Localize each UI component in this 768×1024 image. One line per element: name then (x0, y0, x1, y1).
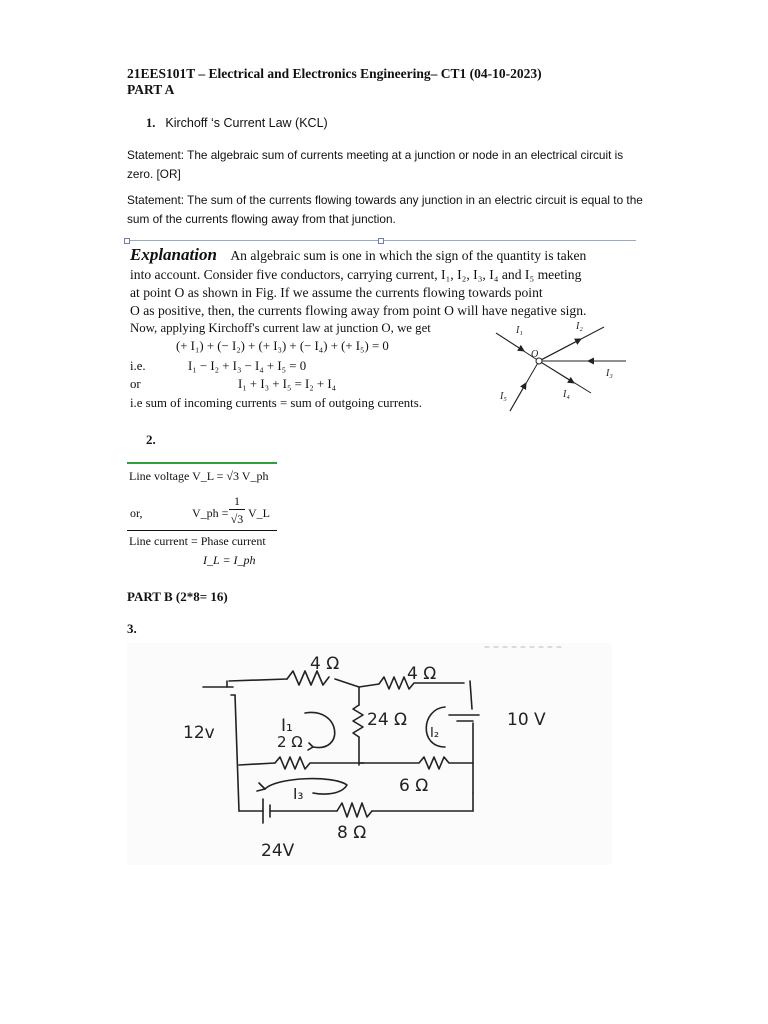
label-i1: I₁ (281, 716, 293, 736)
label-r-8: 8 Ω (337, 823, 367, 843)
label-r-top-left: 4 Ω (310, 654, 340, 674)
label-i3: I₃ (293, 785, 304, 803)
explanation-line-1: An algebraic sum is one in which the sign of the quantity is taken (230, 248, 587, 263)
label-r-24: 24 Ω (367, 710, 408, 730)
circuit-diagram (127, 643, 612, 865)
label-o: O (531, 349, 539, 360)
kcl-statement-2: Statement: The sum of the currents flowing towards any junction in an electric circuit is equal to the sum of the currents flowing away from that junction. (127, 193, 643, 226)
explanation-line-2: into account. Consider five conductors, carrying current, I₁, I₂, I₃, I₄ and I₅ meeting (130, 267, 582, 282)
label-v-left: 12v (183, 723, 215, 743)
label-r-top-right: 4 Ω (407, 664, 437, 684)
vph-denominator: √3 (230, 512, 244, 526)
mesh-i1-arrowhead (308, 743, 313, 750)
wire-right-upper (470, 681, 472, 709)
part-a-heading: PART A (127, 82, 175, 97)
label-i2: I₂ (430, 726, 440, 741)
or-label: or (130, 377, 141, 391)
q3-number: 3. (127, 621, 137, 636)
resistor-6ohm (359, 757, 473, 769)
current-i5-arrow (510, 383, 526, 411)
q1-title: Kirchoff ‘s Current Law (KCL) (165, 116, 328, 130)
vph-rhs: V_L (248, 506, 270, 520)
label-i4: I₄ (563, 389, 570, 400)
kcl-statement-1: Statement: The algebraic sum of currents meeting at a junction or node in an electrical circuit is zero. [OR] (127, 148, 624, 181)
label-v-bottom: 24V (261, 841, 295, 861)
q1-heading (146, 116, 328, 131)
current-i4-arrow (539, 361, 574, 383)
label-i1: I₁ (516, 325, 523, 336)
current-i2-arrow (539, 339, 581, 361)
resize-handle-center (378, 238, 384, 244)
resistor-2ohm (275, 757, 364, 769)
mesh-i3-arrowhead (257, 783, 265, 791)
mesh-i1-loop (305, 712, 335, 747)
wire-top-mid (335, 679, 359, 687)
kcl-conclusion: i.e sum of incoming currents = sum of outgoing currents. (130, 396, 422, 410)
document-header (127, 66, 542, 98)
part-b-heading: PART B (2*8= 16) (127, 589, 228, 604)
junction-figure (486, 321, 636, 419)
vph-lhs: V_ph = (192, 506, 229, 520)
kcl-equation-3: I₁ + I₃ + I₅ = I₂ + I₄ (238, 377, 337, 391)
kcl-equation-1: (+ I₁) + (− I₂) + (+ I₃) + (− I₄) + (+ I₅) = 0 (176, 339, 389, 353)
resistor-24ohm (353, 705, 363, 737)
label-r-2: 2 Ω (277, 733, 303, 751)
explanation-line-3: at point O as shown in Fig. If we assume the currents flowing towards point (130, 285, 543, 300)
resistor-8ohm (337, 803, 372, 817)
exam-title: 21EES101T – Electrical and Electronics Engineering– CT1 (04-10-2023) (127, 66, 542, 81)
wire-top-left (229, 679, 287, 681)
line-current-text: Line current = Phase current (129, 534, 266, 548)
wire-left (235, 695, 239, 811)
label-i3: I₃ (606, 368, 613, 379)
explanation-line-5: Now, applying Kirchoff's current law at junction O, we get (130, 321, 431, 335)
formula-top-rule (127, 462, 277, 464)
vph-numerator: 1 (229, 494, 245, 510)
label-i5: I₅ (500, 391, 507, 402)
label-i2: I₂ (576, 321, 583, 332)
resize-handle-left (124, 238, 130, 244)
or-label-2: or, (130, 506, 143, 520)
explanation-line-4: O as positive, then, the currents flowing away from point O will have negative sign. (130, 303, 587, 318)
ie-label: i.e. (130, 359, 146, 373)
wire-mid-left (239, 763, 275, 765)
label-r-6: 6 Ω (399, 776, 429, 796)
mesh-i3-loop (265, 779, 347, 794)
line-voltage-formula: Line voltage V_L = √3 V_ph (129, 469, 269, 483)
il-formula: I_L = I_ph (203, 553, 256, 567)
explanation-title: Explanation (130, 245, 217, 264)
q1-number: 1. (146, 116, 156, 130)
kcl-explanation-box (126, 240, 636, 419)
label-v-right: 10 V (507, 710, 546, 730)
q2-number: 2. (146, 432, 156, 447)
kcl-equation-2: I₁ − I₂ + I₃ − I₄ + I₅ = 0 (188, 359, 307, 373)
formula-bottom-rule (127, 530, 277, 531)
